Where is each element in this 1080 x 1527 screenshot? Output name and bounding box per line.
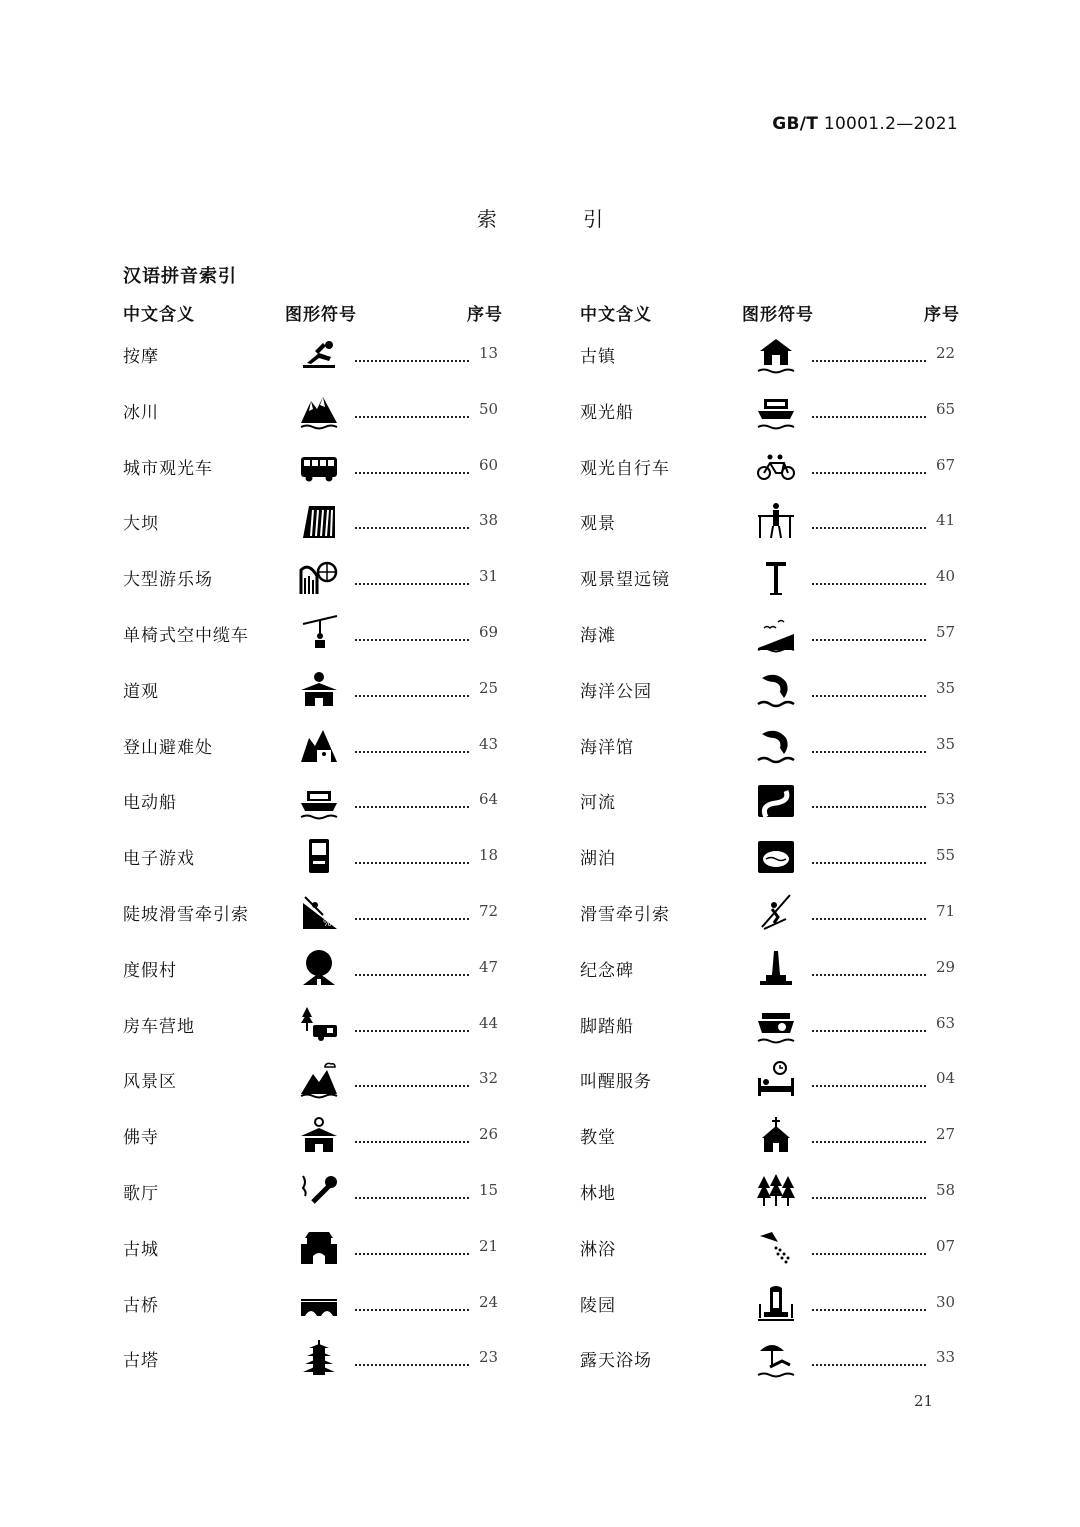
entry-number: 07 <box>936 1236 956 1255</box>
leader-dots <box>355 340 469 362</box>
monument-icon <box>756 949 796 989</box>
entry-number: 18 <box>479 846 499 865</box>
index-row <box>123 386 503 442</box>
entry-name: 电子游戏 <box>123 849 195 870</box>
entry-number: 47 <box>479 957 499 976</box>
entry-name: 滑雪牵引索 <box>580 904 670 925</box>
index-row <box>123 665 503 721</box>
index-row <box>123 1167 503 1223</box>
index-row <box>123 1279 503 1335</box>
standard-code: 10001.2—2021 <box>823 114 958 134</box>
leader-dots <box>812 1010 926 1032</box>
index-row <box>580 1334 960 1390</box>
leader-dots <box>812 452 926 474</box>
entry-name: 歌厅 <box>123 1183 159 1204</box>
entry-name: 海洋公园 <box>580 681 652 702</box>
leader-dots <box>355 786 469 808</box>
ocean-park-icon <box>756 670 796 710</box>
sightseeing-bus-icon <box>299 447 339 487</box>
entry-name: 海滩 <box>580 625 616 646</box>
entry-number: 25 <box>479 678 499 697</box>
leader-dots <box>812 1177 926 1199</box>
leader-dots <box>355 1177 469 1199</box>
entry-name: 淋浴 <box>580 1239 616 1260</box>
resort-icon <box>299 949 339 989</box>
index-row <box>580 1223 960 1279</box>
amusement-park-icon <box>299 558 339 598</box>
ancient-town-icon <box>756 335 796 375</box>
mountain-shelter-icon <box>299 726 339 766</box>
leader-dots <box>355 1233 469 1255</box>
index-row <box>580 330 960 386</box>
index-row <box>123 1000 503 1056</box>
leader-dots <box>812 619 926 641</box>
entry-name: 佛寺 <box>123 1128 159 1149</box>
entry-name: 城市观光车 <box>123 458 213 479</box>
index-row <box>123 776 503 832</box>
page-number: 21 <box>914 1392 934 1410</box>
leader-dots <box>355 1344 469 1366</box>
entry-name: 大型游乐场 <box>123 570 213 591</box>
header-name: 中文含义 <box>123 305 195 325</box>
leader-dots <box>812 340 926 362</box>
leader-dots <box>812 507 926 529</box>
leader-dots <box>812 1065 926 1087</box>
index-row <box>580 1167 960 1223</box>
entry-number: 40 <box>936 567 956 586</box>
index-row <box>580 832 960 888</box>
header-number: 序号 <box>924 305 960 325</box>
sightseeing-boat-icon <box>756 391 796 431</box>
ancient-bridge-icon <box>299 1284 339 1324</box>
entry-number: 44 <box>479 1013 499 1032</box>
index-row <box>580 1055 960 1111</box>
entry-number: 30 <box>936 1292 956 1311</box>
leader-dots <box>812 954 926 976</box>
tandem-bicycle-icon <box>756 447 796 487</box>
page-title: 索 引 <box>476 207 644 231</box>
entry-name: 海洋馆 <box>580 737 634 758</box>
index-list-left <box>123 330 503 1390</box>
leader-dots <box>355 619 469 641</box>
entry-number: 21 <box>479 1236 499 1255</box>
index-row <box>580 665 960 721</box>
leader-dots <box>355 842 469 864</box>
entry-number: 26 <box>479 1125 499 1144</box>
open-air-bath-icon <box>756 1339 796 1379</box>
leader-dots <box>355 452 469 474</box>
index-row <box>123 609 503 665</box>
leader-dots <box>355 1121 469 1143</box>
rv-camp-icon <box>299 1005 339 1045</box>
entry-name: 陵园 <box>580 1295 616 1316</box>
entry-number: 04 <box>936 1069 956 1088</box>
entry-number: 53 <box>936 790 956 809</box>
column-headers <box>580 300 960 324</box>
karaoke-icon <box>299 1172 339 1212</box>
leader-dots <box>812 563 926 585</box>
entry-number: 41 <box>936 511 956 530</box>
index-row <box>123 944 503 1000</box>
viewpoint-icon <box>756 502 796 542</box>
entry-name: 观光船 <box>580 402 634 423</box>
entry-number: 32 <box>479 1069 499 1088</box>
entry-number: 60 <box>479 455 499 474</box>
leader-dots <box>355 675 469 697</box>
entry-number: 15 <box>479 1180 499 1199</box>
standard-prefix: GB/T <box>772 114 819 134</box>
entry-number: 58 <box>936 1180 956 1199</box>
entry-name: 古桥 <box>123 1295 159 1316</box>
entry-number: 63 <box>936 1013 956 1032</box>
entry-name: 古塔 <box>123 1351 159 1372</box>
lake-icon <box>756 837 796 877</box>
taoist-temple-icon <box>299 670 339 710</box>
forest-icon <box>756 1172 796 1212</box>
pagoda-icon <box>299 1339 339 1379</box>
index-row <box>123 497 503 553</box>
leader-dots <box>355 898 469 920</box>
leader-dots <box>355 563 469 585</box>
entry-name: 登山避难处 <box>123 737 213 758</box>
entry-name: 脚踏船 <box>580 1016 634 1037</box>
entry-name: 观光自行车 <box>580 458 670 479</box>
entry-name: 房车营地 <box>123 1016 195 1037</box>
entry-name: 陡坡滑雪牵引索 <box>123 904 249 925</box>
entry-name: 露天浴场 <box>580 1351 652 1372</box>
index-row <box>580 386 960 442</box>
pedal-boat-icon <box>756 1005 796 1045</box>
arcade-game-icon <box>299 837 339 877</box>
leader-dots <box>355 954 469 976</box>
entry-number: 29 <box>936 957 956 976</box>
entry-name: 观景望远镜 <box>580 570 670 591</box>
header-symbol: 图形符号 <box>742 305 814 325</box>
entry-number: 35 <box>936 678 956 697</box>
leader-dots <box>355 731 469 753</box>
index-row <box>580 888 960 944</box>
standard-number <box>772 114 958 134</box>
entry-number: 50 <box>479 399 499 418</box>
header-symbol: 图形符号 <box>285 305 357 325</box>
aquarium-icon <box>756 726 796 766</box>
index-row <box>580 553 960 609</box>
index-list-right <box>580 330 960 1390</box>
entry-number: 22 <box>936 344 956 362</box>
leader-dots <box>355 507 469 529</box>
index-row <box>123 1223 503 1279</box>
leader-dots <box>812 1233 926 1255</box>
index-row <box>580 1111 960 1167</box>
index-row <box>123 832 503 888</box>
buddhist-temple-icon <box>299 1116 339 1156</box>
leader-dots <box>355 396 469 418</box>
leader-dots <box>812 786 926 808</box>
entry-name: 冰川 <box>123 402 159 423</box>
entry-name: 纪念碑 <box>580 960 634 981</box>
entry-name: 电动船 <box>123 793 177 814</box>
index-row <box>123 1055 503 1111</box>
river-icon <box>756 781 796 821</box>
index-row <box>123 553 503 609</box>
entry-number: 38 <box>479 511 499 530</box>
massage-icon <box>299 335 339 375</box>
cemetery-icon <box>756 1284 796 1324</box>
church-icon <box>756 1116 796 1156</box>
chairlift-icon <box>299 614 339 654</box>
section-title: 汉语拼音索引 <box>123 266 237 287</box>
entry-name: 林地 <box>580 1183 616 1204</box>
header-name: 中文含义 <box>580 305 652 325</box>
index-row <box>123 1111 503 1167</box>
dam-icon <box>299 502 339 542</box>
index-row <box>580 497 960 553</box>
index-row <box>123 1334 503 1390</box>
leader-dots <box>355 1289 469 1311</box>
entry-number: 23 <box>479 1348 499 1367</box>
entry-name: 观景 <box>580 514 616 535</box>
index-row <box>580 944 960 1000</box>
ski-tow-icon <box>756 893 796 933</box>
entry-number: 31 <box>479 567 499 586</box>
entry-name: 大坝 <box>123 514 159 535</box>
glacier-icon <box>299 391 339 431</box>
entry-number: 64 <box>479 790 499 809</box>
index-row <box>580 776 960 832</box>
leader-dots <box>812 898 926 920</box>
entry-name: 风景区 <box>123 1072 177 1093</box>
index-row <box>580 721 960 777</box>
leader-dots <box>812 1121 926 1143</box>
telescope-icon <box>756 558 796 598</box>
entry-name: 单椅式空中缆车 <box>123 625 249 646</box>
ancient-city-icon <box>299 1228 339 1268</box>
svg-text:%: % <box>323 918 332 929</box>
entry-number: 65 <box>936 399 956 418</box>
index-row <box>123 330 503 386</box>
beach-icon <box>756 614 796 654</box>
leader-dots <box>812 1289 926 1311</box>
scenic-area-icon <box>299 1060 339 1100</box>
entry-number: 57 <box>936 622 956 641</box>
entry-number: 33 <box>936 1348 956 1367</box>
entry-number: 24 <box>479 1292 499 1311</box>
entry-name: 按摩 <box>123 347 159 367</box>
entry-name: 叫醒服务 <box>580 1072 652 1093</box>
entry-name: 教堂 <box>580 1128 616 1149</box>
index-row <box>123 721 503 777</box>
leader-dots <box>812 731 926 753</box>
steep-ski-tow-icon <box>299 893 339 933</box>
leader-dots <box>812 1344 926 1366</box>
electric-boat-icon <box>299 781 339 821</box>
index-row <box>123 888 503 944</box>
leader-dots <box>355 1065 469 1087</box>
index-row <box>580 1279 960 1335</box>
index-row <box>123 442 503 498</box>
entry-name: 河流 <box>580 793 616 814</box>
leader-dots <box>812 842 926 864</box>
shower-icon <box>756 1228 796 1268</box>
leader-dots <box>812 396 926 418</box>
leader-dots <box>355 1010 469 1032</box>
index-row <box>580 442 960 498</box>
entry-number: 72 <box>479 901 499 920</box>
entry-number: 69 <box>479 622 499 641</box>
entry-number: 55 <box>936 846 956 865</box>
entry-name: 度假村 <box>123 960 177 981</box>
index-row <box>580 609 960 665</box>
entry-number: 71 <box>936 901 956 920</box>
header-number: 序号 <box>467 305 503 325</box>
wake-up-call-icon <box>756 1060 796 1100</box>
entry-number: 35 <box>936 734 956 753</box>
column-headers <box>123 300 503 324</box>
entry-name: 古镇 <box>580 347 616 367</box>
index-row <box>580 1000 960 1056</box>
entry-name: 道观 <box>123 681 159 702</box>
leader-dots <box>812 675 926 697</box>
entry-name: 湖泊 <box>580 849 616 870</box>
entry-name: 古城 <box>123 1239 159 1260</box>
entry-number: 43 <box>479 734 499 753</box>
entry-number: 13 <box>479 344 499 362</box>
entry-number: 27 <box>936 1125 956 1144</box>
entry-number: 67 <box>936 455 956 474</box>
